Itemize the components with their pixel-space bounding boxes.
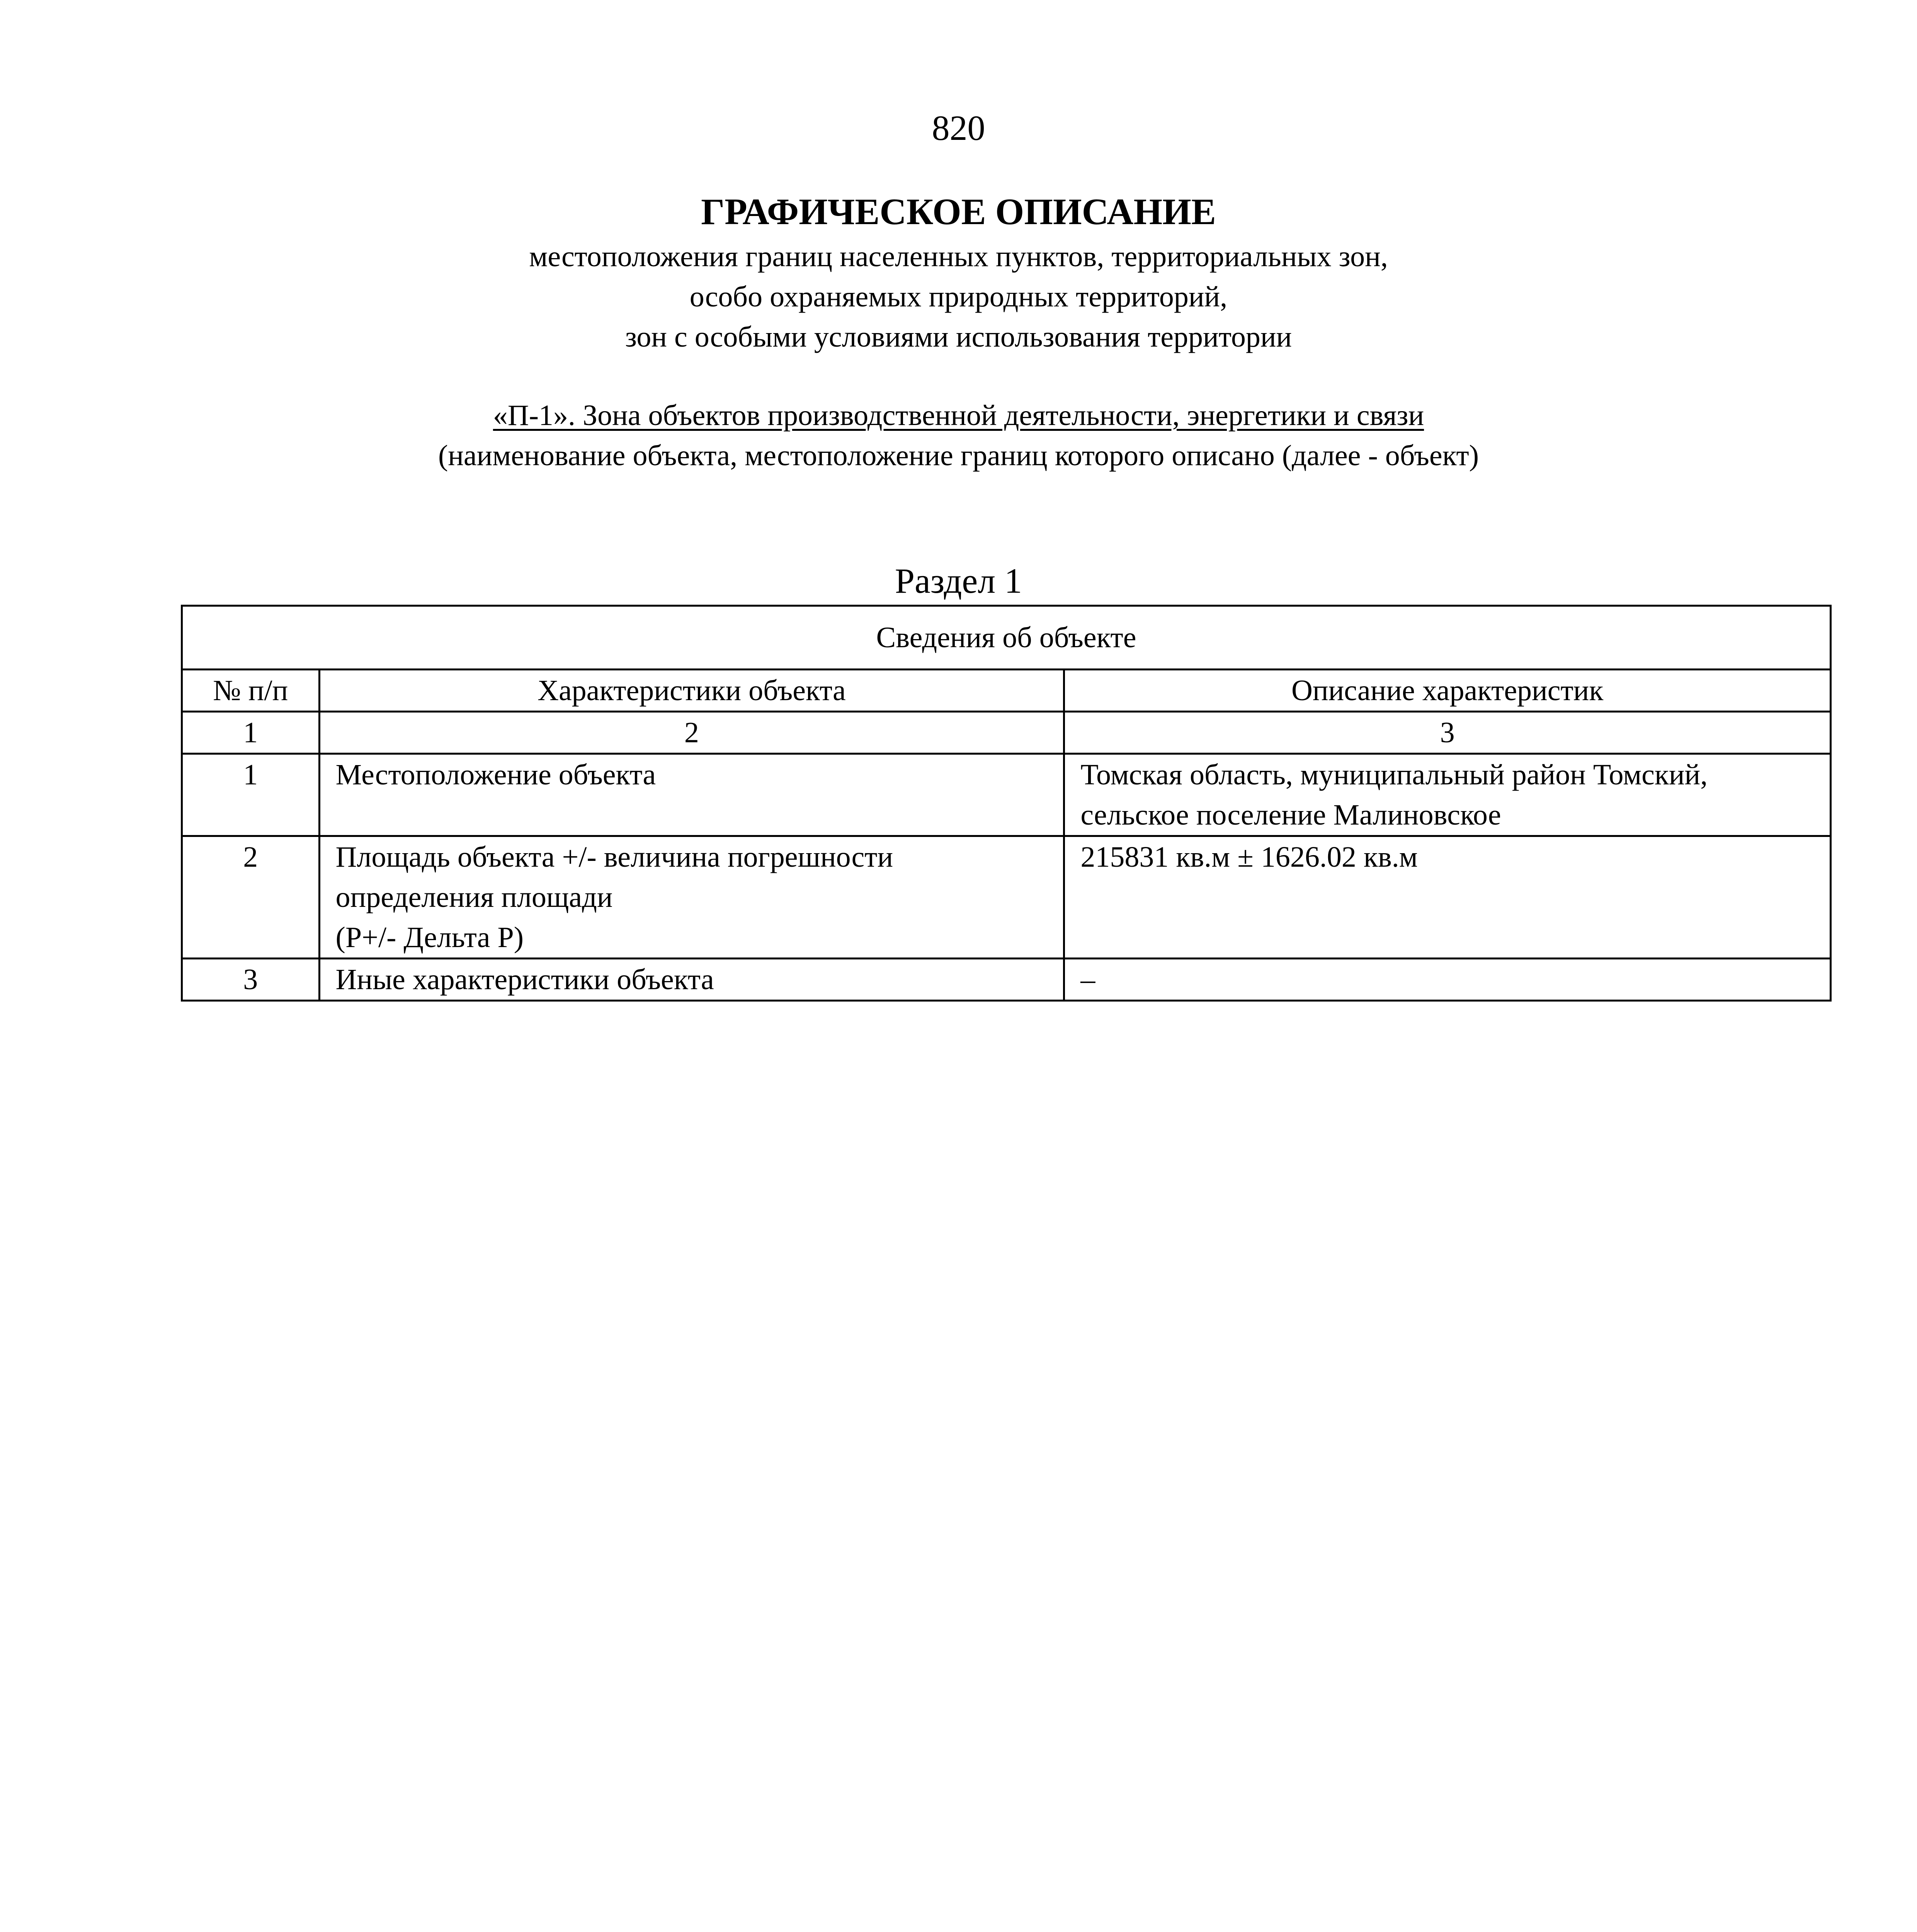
table-row xyxy=(182,959,1831,1001)
row-number: 3 xyxy=(182,959,320,1001)
row-number: 1 xyxy=(182,754,320,836)
document-title: ГРАФИЧЕСКОЕ ОПИСАНИЕ xyxy=(701,191,1216,232)
row-description xyxy=(1064,959,1831,1001)
column-number: 2 xyxy=(319,712,1064,754)
header-characteristic: Характеристики объекта xyxy=(319,670,1064,712)
subtitle-line: зон с особыми условиями использования территории xyxy=(625,321,1292,353)
characteristic-line: Местоположение объекта xyxy=(335,759,656,791)
header-number: № п/п xyxy=(182,670,320,712)
object-name-caption: (наименование объекта, местоположение границ которого описано (далее - объект) xyxy=(438,439,1479,472)
row-description xyxy=(1064,836,1831,959)
table-row xyxy=(182,836,1831,959)
subtitle-line: особо охраняемых природных территорий, xyxy=(689,281,1228,313)
characteristic-line: определения площади xyxy=(335,881,613,913)
document-subtitle xyxy=(0,236,1917,357)
row-characteristic xyxy=(319,754,1064,836)
column-number: 1 xyxy=(182,712,320,754)
characteristic-line: Площадь объекта +/- величина погрешности xyxy=(335,841,893,873)
table-column-number-row xyxy=(182,712,1831,754)
characteristic-line: (P+/- Дельта P) xyxy=(335,921,524,954)
header-description: Описание характеристик xyxy=(1064,670,1831,712)
row-characteristic xyxy=(319,959,1064,1001)
table-row xyxy=(182,754,1831,836)
characteristic-line: Иные характеристики объекта xyxy=(335,963,714,996)
description-line: – xyxy=(1080,963,1095,996)
description-line: Томская область, муниципальный район Томский, xyxy=(1080,759,1708,791)
table-caption-row xyxy=(182,606,1831,670)
object-info-table xyxy=(181,605,1832,1002)
object-name-block xyxy=(0,395,1917,476)
row-characteristic xyxy=(319,836,1064,959)
subtitle-line: местоположения границ населенных пунктов, территориальных зон, xyxy=(529,240,1388,273)
description-line: 215831 кв.м ± 1626.02 кв.м xyxy=(1080,841,1418,873)
table-caption: Сведения об объекте xyxy=(182,606,1831,670)
column-number: 3 xyxy=(1064,712,1831,754)
object-name: «П-1». Зона объектов производственной деятельности, энергетики и связи xyxy=(493,399,1424,432)
description-line: сельское поселение Малиновское xyxy=(1080,799,1501,831)
table-header-row xyxy=(182,670,1831,712)
row-number: 2 xyxy=(182,836,320,959)
row-description xyxy=(1064,754,1831,836)
section-title: Раздел 1 xyxy=(895,561,1022,600)
page-number: 820 xyxy=(932,108,985,148)
